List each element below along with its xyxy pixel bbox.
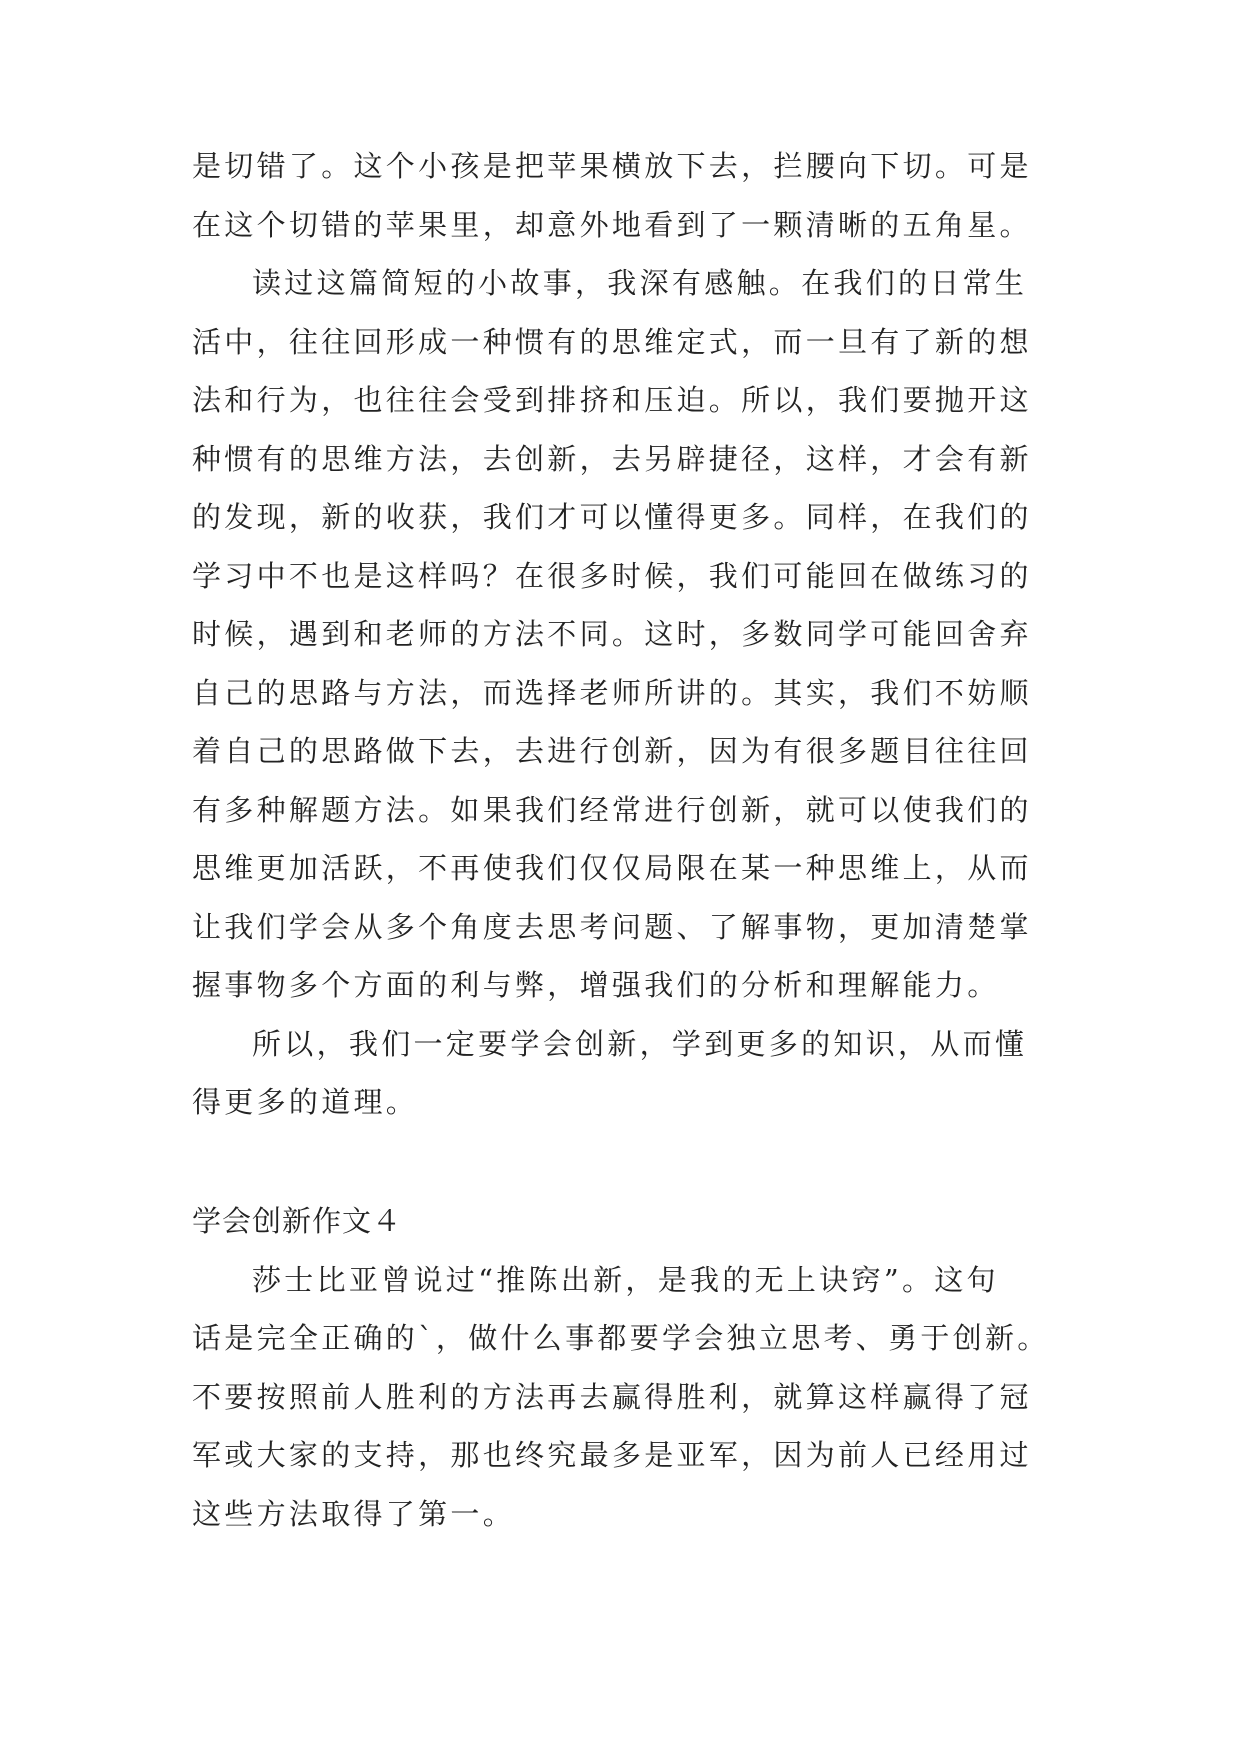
- paragraph-line: 莎士比亚曾说过“推陈出新，是我的无上诀窍”。这句: [252, 1263, 999, 1297]
- paragraph-line: 着自己的思路做下去，去进行创新，因为有很多题目往往回: [192, 734, 1032, 768]
- paragraph-line: 让我们学会从多个角度去思考问题、了解事物，更加清楚掌: [192, 910, 1032, 944]
- paragraph-line: 所以，我们一定要学会创新，学到更多的知识，从而懂: [252, 1027, 1028, 1061]
- paragraph-line: 话是完全正确的`，做什么事都要学会独立思考、勇于创新。: [192, 1321, 1050, 1355]
- paragraph-line: 活中，往往回形成一种惯有的思维定式，而一旦有了新的想: [192, 325, 1032, 359]
- paragraph-line: 思维更加活跃，不再使我们仅仅局限在某一种思维上，从而: [192, 851, 1032, 885]
- paragraph-line: 是切错了。这个小孩是把苹果横放下去，拦腰向下切。可是: [192, 149, 1032, 183]
- paragraph-line: 军或大家的支持，那也终究最多是亚军，因为前人已经用过: [192, 1438, 1032, 1472]
- paragraph-line: 有多种解题方法。如果我们经常进行创新，就可以使我们的: [192, 793, 1032, 827]
- section-title: 学会创新作文４: [192, 1204, 403, 1238]
- paragraph-line: 不要按照前人胜利的方法再去赢得胜利，就算这样赢得了冠: [192, 1380, 1032, 1414]
- paragraph-line: 学习中不也是这样吗？在很多时候，我们可能回在做练习的: [192, 559, 1032, 593]
- paragraph-line: 时候，遇到和老师的方法不同。这时，多数同学可能回舍弃: [192, 617, 1032, 651]
- paragraph-line: 种惯有的思维方法，去创新，去另辟捷径，这样，才会有新: [192, 442, 1032, 476]
- paragraph-line: 自己的思路与方法，而选择老师所讲的。其实，我们不妨顺: [192, 676, 1032, 710]
- paragraph-line: 的发现，新的收获，我们才可以懂得更多。同样，在我们的: [192, 500, 1032, 534]
- paragraph-line: 这些方法取得了第一。: [192, 1497, 516, 1531]
- paragraph-line: 在这个切错的苹果里，却意外地看到了一颗清晰的五角星。: [192, 208, 1032, 242]
- paragraph-line: 得更多的道理。: [192, 1085, 419, 1119]
- paragraph-line: 读过这篇简短的小故事，我深有感触。在我们的日常生: [252, 266, 1028, 300]
- paragraph-line: 法和行为，也往往会受到排挤和压迫。所以，我们要抛开这: [192, 383, 1032, 417]
- paragraph-line: 握事物多个方面的利与弊，增强我们的分析和理解能力。: [192, 968, 1000, 1002]
